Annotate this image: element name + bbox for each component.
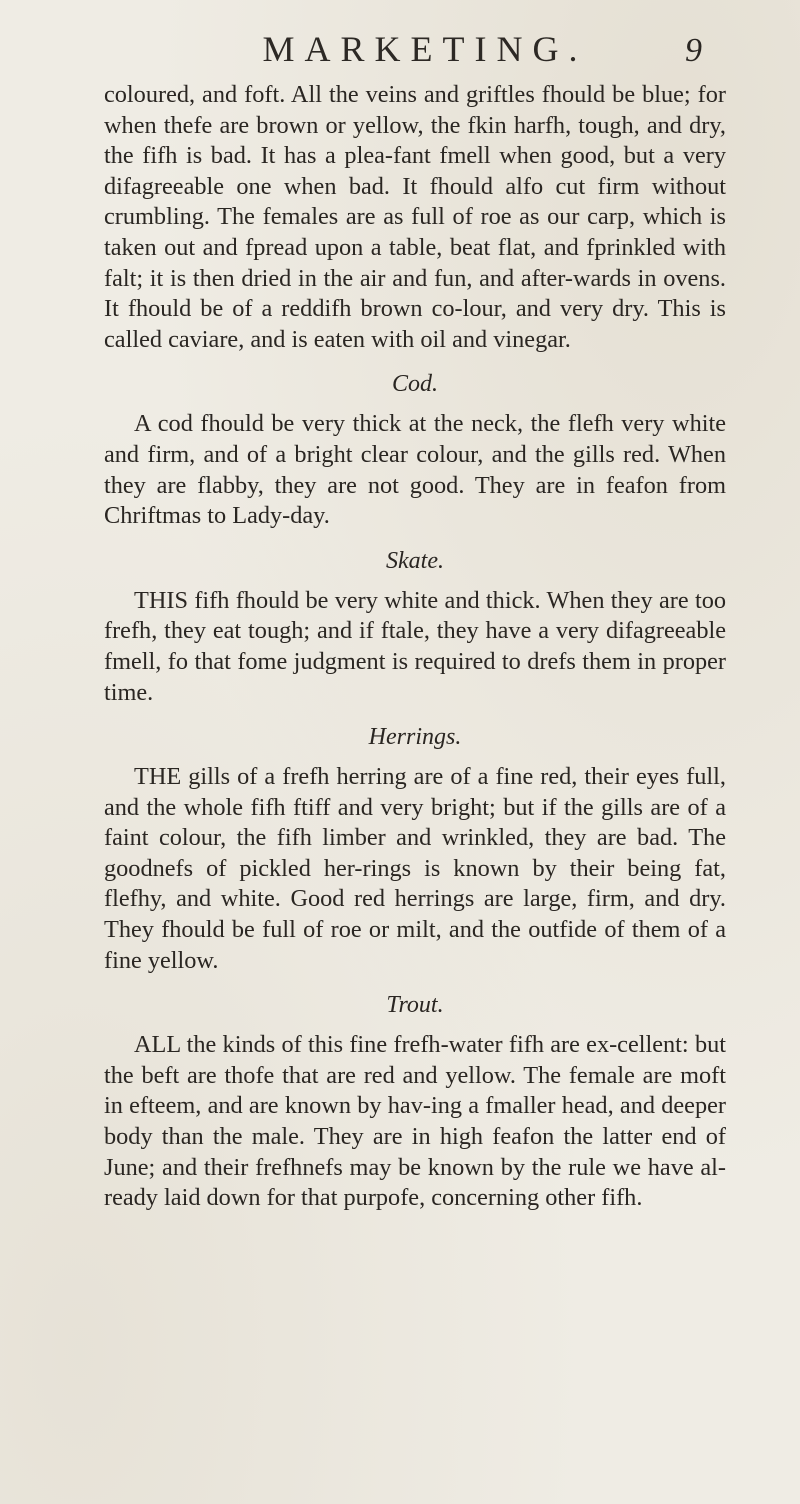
herrings-heading: Herrings. [368, 724, 462, 751]
skate-paragraph: THIS fifh fhould be very white and thick. When they are too frefh, they eat tough; and if ftale, they have a very difagreeable fmell, fo that fome judgment is required to drefs them in proper time. [104, 586, 726, 706]
page-number: 9 [685, 32, 702, 69]
running-head: MARKETING. [262, 29, 588, 69]
herrings-paragraph: THE gills of a frefh herring are of a fine red, their eyes full, and the whole fifh ftiff and very bright; but if the gills are of a faint colour, the fifh limber and wrinkled, they are bad. The goodnefs of pickled her-rings is known by their being fat, flefhy, and white. Good red herrings are large, firm, and dry. They fhould be full of roe or milt, and the outfide of them of a fine yellow. [104, 763, 726, 974]
cod-paragraph: A cod fhould be very thick at the neck, the flefh very white and firm, and of a bright clear colour, and the gills red. When they are flabby, they are not good. They are in feafon from Chriftmas to Lady-day. [104, 410, 726, 530]
text-body [104, 80, 726, 1214]
trout-paragraph: ALL the kinds of this fine frefh-water fifh are ex-cellent: but the beft are thofe that are red and yellow. The female are moft in efteem, and are known by hav-ing a fmaller head, and deeper body than the male. They are in high feafon the latter end of June; and their frefhnefs may be known by the rule we have al-ready laid down for that purpofe, concerning other fifh. [104, 1031, 726, 1212]
intro-paragraph: coloured, and foft. All the veins and griftles fhould be blue; for when thefe are brown or yellow, the fkin harfh, tough, and dry, the fifh is bad. It has a plea-fant fmell when good, but a very difagreeable one when bad. It fhould alfo cut firm without crumbling. The females are as full of roe as our carp, which is taken out and fpread upon a table, beat flat, and fprinkled with falt; it is then dried in the air and fun, and after-wards in ovens. It fhould be of a reddifh brown co-lour, and very dry. This is called caviare, and is eaten with oil and vinegar. [104, 81, 726, 353]
skate-heading: Skate. [386, 547, 444, 574]
page-header [0, 28, 800, 72]
cod-heading: Cod. [391, 371, 438, 398]
trout-heading: Trout. [386, 992, 444, 1019]
